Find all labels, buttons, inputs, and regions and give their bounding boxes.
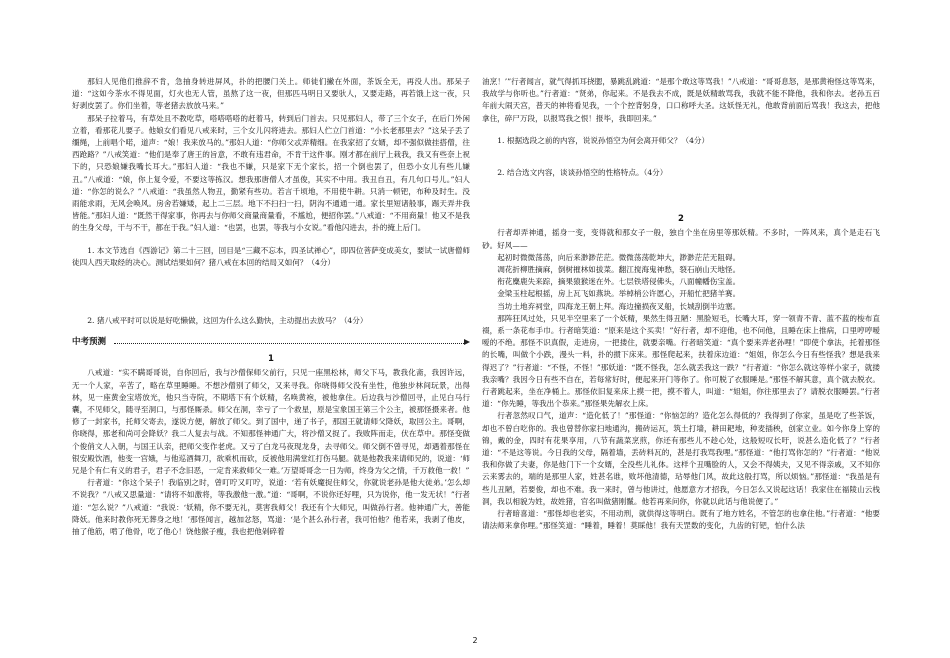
passage-paragraph: 行者暗喜道：“那怪却也老实，不用动刑，就供得这等明白。既有了地方姓名，不管怎的也拿住他。”行者道：“他要请法师来拿你哩。”那怪笑道：“睡着，睡着！莫睬他！我有天罡数的变化，九齿的钉钯，怕什么法 [482, 509, 880, 531]
section-title: 中考预测 [72, 337, 107, 348]
passage-paragraph: 那阵狂风过处，只见半空里来了一个妖精，果然生得丑陋：黑脸短毛，长嘴大耳，穿一领青不青、蓝不蓝的梭布直裰，系一条花布手巾。行者暗笑道：“原来是这个买卖！”好行者，却不迎他，也不问他，且睡在床上推病，口里哼哼嗳嗳的不绝。那怪不识真假，走进房，一把搂住，就要亲嘴。行者暗笑道：“真个要来弄老孙哩！”即使个拿法，托着那怪的长嘴，叫做个小跌，漫头一料，扑的掼下床来。那怪爬起来，扶着床边道：“姐姐，你怎么今日有些怪我？想是我来得迟了？”行者道：“不怪，不怪！”那妖道：“既不怪我，怎么就丢我这一跌？”行者道：“你怎么就这等样小家子，就搂我亲嘴？我因今日有些不自在，若每常好时，便起来开门等你了。你可脱了衣服睡是。”那怪不解其意，真个就去脱衣。行者跳起来，坐在净桶上。那怪依旧复来床上摸一把，摸不着人，叫道：“姐姐，你往那里去了？请脱衣服睡罢。”行者道：“你先睡，等我出个恭来。”那怪果先解衣上床。 [482, 313, 880, 409]
poem-line: 起初时微微荡荡，向后来渺渺茫茫。微微荡荡乾坤大，渺渺茫茫无阻碍。 [497, 252, 741, 262]
passage-paragraph: 油烹！’”行者闻言，就气得抓耳挠腮，暴跳乱跳道：“是那个敢这等骂我！”八戒道：“哥哥息怒，是那黄袍怪这等骂来，我故学与你听也。”行者道：“贤弟，你起来。不是我去不成，既是妖精敢骂我，我就不能不降他，我和你去。老孙五百年前大闹天宫，普天的神将看见我，一个个控背躬身，口口称呼大圣。这妖怪无礼，他敢背前面后骂我！我这去，把他拿住，碎尸万段，以报骂我之恨！报毕，我即回来。” [482, 77, 880, 123]
question-1: 1. 根据选段之前的内容，说说孙悟空为何会离开师父？（4分） [497, 135, 710, 145]
answer-space [482, 147, 880, 167]
passage-paragraph: 行者忽然叹口气，道声：“造化低了！”那怪道：“你恼怎的？造化怎么得低的？我得到了你家，虽是吃了些茶饭，却也不曾白吃你的。我也曾替你家扫地通沟，搬砖运瓦，筑土打墙，耕田耙地，种麦插秧，创家立业。如今你身上穿的锦，戴的金，四时有花果享用，八节有蔬菜烹煎，你还有那些儿不趁心处，这般短叹长吁，说甚么造化低了？”行者道：“不是这等说。今日我的父母，隔着墙，丢砖料瓦的，甚是打我骂我哩。”那怪道：“他打骂你怎的？”行者道：“他说我和你做了夫妻，你是他门下一个女婿，全没些儿礼体。这样个丑嘴脸的人，又会不得姨夫，又见不得亲戚，又不知你云来雾去的，端的是那里人家，姓甚名谁，败坏他清德，玷辱他门风，故此这般打骂，所以烦恼。”那怪道：“我虽是有些儿丑陋，若要俊，却也不难。我一来时，曾与他讲过，他愿意方才招我，今日怎么又说起这话！我家住在福陵山云栈洞，我以相貌为姓，故姓猪，官名叫做猪刚鬣。他若再来问你，你就以此话与他说便了。” [482, 411, 880, 506]
question-1: 1. 本文节选自《西游记》第二十三回，回目是“三藏不忘本，四圣试禅心”，即四位菩萨变成美女，要试一试唐僧师徒四人西天取经的决心。测试结果如何？猪八戒在本回的结局又如何？（4分） [72, 245, 470, 267]
page-number: 2 [472, 636, 478, 645]
question-2: 2. 猪八戒平时可以说是好吃懒做，这回为什么这么勤快，主动提出去放马？（4分） [87, 316, 368, 326]
passage-paragraph: 那妇人见他们推辞不肯，急抽身转进屏风，扑的把腰门关上。师徒们撇在外面，茶饭全无，再没人出。那呆子道：“这如今茶水不得见面，灯火也无人管，虽熬了这一夜，但那匹马明日又要驮人，又要走路，再若饿上这一夜，只好剥皮罢了。你们坐着，等老猪去放放马来。” [72, 77, 470, 111]
dotted-divider [114, 343, 464, 344]
passage-number: 2 [678, 214, 684, 225]
question-2: 2. 结合选文内容，谈谈孙悟空的性格特点。（4分） [497, 168, 668, 178]
poem-line: 当坊土地弃祠堂，四海龙王朝上拜。海边撞损夜叉船，长城刮倒半边塞。 [497, 301, 741, 311]
poem-line: 衔花麋鹿失来踪，摘果猿猴迷在外。七层铁塔侵佛头，八面幢幡伤宝盖。 [497, 277, 741, 287]
poem-line: 凋花折柳胜摘麻，倒树摧林如拔菜。翻江搅海鬼神愁，裂石崩山天地怪。 [497, 265, 741, 275]
answer-space [72, 269, 470, 305]
passage-number: 1 [268, 354, 274, 365]
passage-paragraph: 八戒道：“实不瞒哥哥说，自你回后，我与沙僧保师父前行，只见一座黑松林，师父下马，教我化斋，我因许远，无一个人家，辛苦了，略在草里睡睡。不想沙僧别了师父，又来寻我。你晓得师父没有坐性，他独步林间玩景，出得林，见一座黄金宝塔放光，他只当寺院，不期塔下有个妖精，名唤黄袍，被他拿住。后边我与沙僧回寻，止见白马行囊，不见师父，随寻至洞口，与那怪厮杀。师父在洞，幸亏了一个救星，原是宝象国王第三个公主，被那怪摄来者。他修了一封家书，托师父寄去，遂说方便，解放了师父。到了国中，递了书子，那国王就请师父降妖，取回公主。哥啊，你晓得，那老和尚可会降妖？我二人复去与战。不知那怪神通广大，将沙僧又捉了。我败阵而走，伏在草中。那怪变做个俊俏文人入朝，与国王认亲，把师父变作老虎。又亏了白龙马夜现龙身，去寻师父。师父倒不曾寻见，却遇着那怪在银安殿饮酒，他变一宫娥，与他巡酒舞刀，欲乘机而砍，反被他用满堂红打伤马腿。就是他教我来请师兄的，说道：‘师兄是个有仁有义的君子，君子不念旧恶，一定肯来救师父一难。’万望哥哥念一日为师，终身为父之情，千万救他一救！” [72, 368, 470, 476]
passage-paragraph: 行者道：“你这个呆子！我临别之时，曾叮咛又叮咛，说道：‘若有妖魔捉住师父，你就说老孙是他大徒弟。’怎么却不说我？”八戒又思量道：“请将不如激将，等我激他一激。”道：“哥啊，不说你还好哩，只为说你，他一发无状！”行者道：“怎么说？”八戒道：“我说：‘妖精，你不要无礼，莫害我师父！我还有个大师兄，叫做孙行者。他神通广大，善能降妖。他来时教你死无葬身之地！’那怪闻言，越加忿怒，骂道：‘是个甚么孙行者，我可怕他？他若来，我剥了他皮，抽了他筋，啃了他骨，吃了他心！饶他猴子瘦，我也把他剁碎着 [72, 478, 470, 537]
poem-line: 金梁玉柱起根摇，房上瓦飞如燕块。举棹梢公许愿心，开船忙把猪羊赛。 [497, 289, 741, 299]
passage-paragraph: 行者却弄神通，摇身一变，变得就和那女子一般，独自个坐在房里等那妖精。不多时，一阵风来，真个是走石飞砂。好风—— [482, 228, 880, 250]
right-column [482, 76, 880, 533]
arrow-right-icon [464, 339, 470, 345]
left-column [72, 76, 470, 538]
answer-space [482, 179, 880, 209]
passage-paragraph: 那呆子拉着马，有草处且不教吃草，嗒嗒嗒嗒的赶着马，转到后门首去。只见那妇人，带了三个女子，在后门外闲立着，看那花儿要子。他娘女们看见八戒来时，三个女儿闪将进去。那妇人伫立门首道：“小长老那里去？”这呆子丢了缰绳，上前唱个喏，道声：“娘！我来放马的。”那妇人道：“你师父忒弄精细。在我家招了女婿，却不强似做挂搭僧，往西跄路？”八戒笑道：“他们是奉了唐王的旨意，不敢有违君命，不肯干这件事。刚才都在前厅上栽我，我又有些奈上祝下的，只恐娘嫌我嘴长耳大。”那妇人道：“我也不嫌，只是家下无个家长，招一个倒也罢了，但恐小女儿有些儿嫌丑。”八戒道：“娘，你上复令爱，不要这等拣汉。想我那唐僧人才虽俊，其实不中用。我丑自丑，有几句口号儿。”妇人道：“你怎的说么？”八戒道：“我虽然人物丑，勤紧有些功。若言千顷地，不用使牛耕。只消一顿钯，布种及时生。没雨能求雨，无风会唤风。房舍若嫌矮，起上二三层。地下不扫扫一扫，阴沟不通通一通。家长里短诸般事，踢天弄井我皆能。”那妇人道：“既然干得家事，你再去与你师父商量商量看，不尴尬，便招你罢。”八戒道：“不用商量！他又不是我的生身父母，干与不干，都在于我。”妇人道：“也罢，也罢，等我与小女说。”看他闪进去，扑的掩上后门。 [72, 113, 470, 233]
section-header [72, 335, 470, 349]
